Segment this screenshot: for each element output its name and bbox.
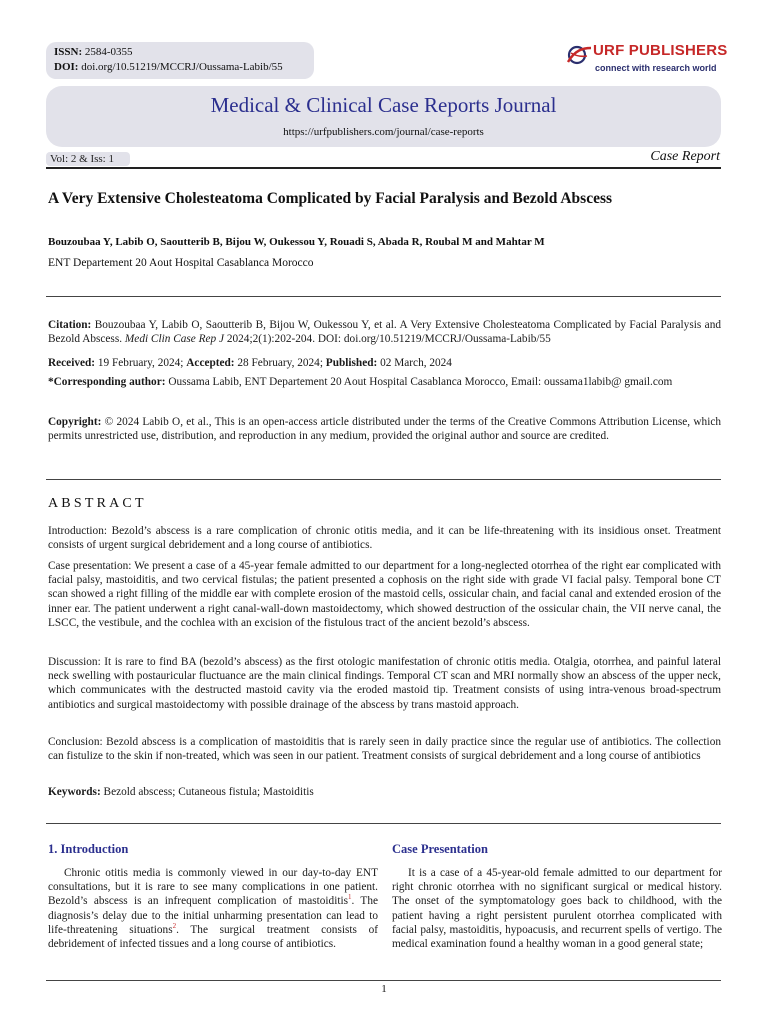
doi-label: DOI:	[54, 61, 79, 73]
abstract-discussion: Discussion: It is rare to find BA (bezold’s abscess) as the first otologic manifestation of chronic otitis media. Otalgia, otorrhea, and painful lateral neck swelling with postauricular fluctuance are the main clinical findings. Temporal CT scan and MRI normally show an abscess of the upper neck, which communicates with the destructed mastoid cavity via the eroded mastoid tip. Treatment consists of using intra-venous broad-spectrum antibiotics and surgical mastoidectomy with possible drainage of the abscess by trans mastoid approach.	[48, 656, 721, 711]
published-label: Published:	[325, 357, 378, 369]
author-list: Bouzoubaa Y, Labib O, Saoutterib B, Bijou W, Oukessou Y, Rouadi S, Abada R, Roubal M and Mahtar M	[48, 236, 545, 248]
case-presentation-text: It is a case of a 45-year-old female admitted to our department for right chronic otorrhea with no significant surgical or medical history. The onset of the symptomatology goes back to childhood, with the patient having a right persistent purulent otorrhea complicated with facial palsy, mastoiditis, hypoacusis, and recurrent spells of vertigo. The medical examination found a healthy woman in a good general state;	[392, 867, 722, 951]
accepted-date: 28 February, 2024;	[237, 357, 323, 369]
globe-swoosh-icon	[565, 42, 595, 72]
section-heading-case-presentation: Case Presentation	[392, 842, 488, 856]
citation-doi: 2024;2(1):202-204. DOI: doi.org/10.51219/MCCRJ/Oussama-Labib/55	[226, 333, 551, 346]
doi-value[interactable]: doi.org/10.51219/MCCRJ/Oussama-Labib/55	[81, 61, 283, 73]
article-type: Case Report	[650, 149, 720, 164]
accepted-label: Accepted:	[186, 357, 235, 369]
footer-divider	[46, 980, 721, 981]
received-label: Received:	[48, 357, 96, 369]
copyright-text: © 2024 Labib O, et al., This is an open-access article distributed under the terms of the Creative Commons Attribution License, which permits unrestricted use, distribution, and reproduction in any medium, provided the original author and source are credited.	[48, 416, 722, 443]
publisher-logo[interactable]	[565, 42, 735, 78]
journal-title: Medical & Clinical Case Reports Journal	[210, 93, 557, 117]
section-heading-introduction: 1. Introduction	[48, 842, 129, 856]
citation-text: Bouzoubaa Y, Labib O, Saoutterib B, Bijou W, Oukessou Y, et al. A Very Extensive Cholesteatoma Complicated by Facial Paralysis and Bezold Abscess.	[48, 319, 721, 346]
published-date: 02 March, 2024	[380, 357, 452, 369]
abstract-heading: ABSTRACT	[48, 496, 147, 511]
citation-label: Citation:	[48, 319, 92, 331]
page-number: 1	[381, 983, 387, 995]
keywords	[48, 785, 721, 799]
intro-sentence-3: . The surgical treatment consists of debridement of infected tissues and a long course of antibiotics.	[48, 923, 378, 951]
abstract-divider-top	[46, 479, 721, 480]
copyright-label: Copyright:	[48, 416, 102, 428]
received-date: 19 February, 2024;	[97, 357, 184, 369]
issn-value: 2584-0355	[84, 46, 133, 58]
volume-issue: Vol: 2 & Iss: 1	[46, 152, 130, 166]
journal-url[interactable]: https://urfpublishers.com/journal/case-reports	[283, 126, 484, 138]
publisher-tagline: connect with research world	[595, 63, 717, 73]
corresponding-label: *Corresponding author:	[48, 376, 166, 388]
affiliation: ENT Departement 20 Aout Hospital Casablanca Morocco	[48, 257, 314, 269]
intro-sentence-2: . The diagnosis’s delay due to the initial unharming presentation can lead to life-threatening situations	[48, 895, 378, 936]
keywords-text: Bezold abscess; Cutaneous fistula; Mastoiditis	[103, 786, 314, 798]
abstract-divider-bottom	[46, 823, 721, 824]
publication-dates	[48, 356, 721, 370]
reference-2-link[interactable]: 2	[172, 922, 177, 931]
publisher-name: URF PUBLISHERS	[593, 42, 728, 59]
corresponding-author	[48, 375, 721, 389]
keywords-label: Keywords:	[48, 786, 101, 798]
header-divider	[46, 167, 721, 169]
abstract-conclusion: Conclusion: Bezold abscess is a complication of mastoiditis that is rarely seen in daily practice since the regular use of antibiotics. The collection can fistulize to the skin if non-treated, which was seen in our patient. Treatment consists of surgical debridement and a long course of antibiotics	[48, 736, 721, 763]
journal-meta-box	[46, 42, 314, 79]
corresponding-text: Oussama Labib, ENT Departement 20 Aout Hospital Casablanca Morocco, Email: oussama1labib@ gmail.com	[168, 376, 673, 388]
article-title: A Very Extensive Cholesteatoma Complicated by Facial Paralysis and Bezold Abscess	[48, 190, 613, 207]
doi-line	[54, 60, 283, 74]
copyright	[48, 415, 721, 443]
introduction-text	[48, 866, 378, 951]
citation-journal: Medi Clin Case Rep J	[124, 333, 225, 346]
intro-sentence-1: Chronic otitis media is commonly viewed in our day-to-day ENT consultations, but it is rare to see many complications in one patient. Bezold’s abscess is an infrequent complication of mastoiditis	[48, 867, 378, 908]
journal-header	[46, 86, 721, 147]
abstract-introduction: Introduction: Bezold’s abscess is a rare complication of chronic otitis media, and it can be life-threatening with its insidious onset. Treatment consists of urgent surgical debridement and a long course of antibiotics.	[48, 525, 721, 552]
citation	[48, 318, 721, 346]
issn-label: ISSN:	[54, 46, 83, 58]
abstract-case-presentation: Case presentation: We present a case of a 45-year female admitted to our department for a long-neglected otorrhea of the right ear complicated with facial palsy, mastoiditis, and two cervical fistulas; the patient presented a cophosis on the right side with grade VI facial palsy. Temporal bone CT scan showed a right filling of the middle ear with complete erosion of the mastoid cells, ossicular chain, and facial canal and extended erosion of the inner ear. The patient underwent a right canal-wall-down mastoidectomy, which showed destruction of the ossicular chain, the VII nerve canal, the LSCC, the vestibule, and the cochlea with an excision of the fistulous tract of the ancient bezold’s abscess.	[48, 560, 721, 629]
reference-1-link[interactable]: 1	[348, 893, 352, 902]
issn-line	[54, 45, 133, 59]
title-divider	[46, 296, 721, 297]
